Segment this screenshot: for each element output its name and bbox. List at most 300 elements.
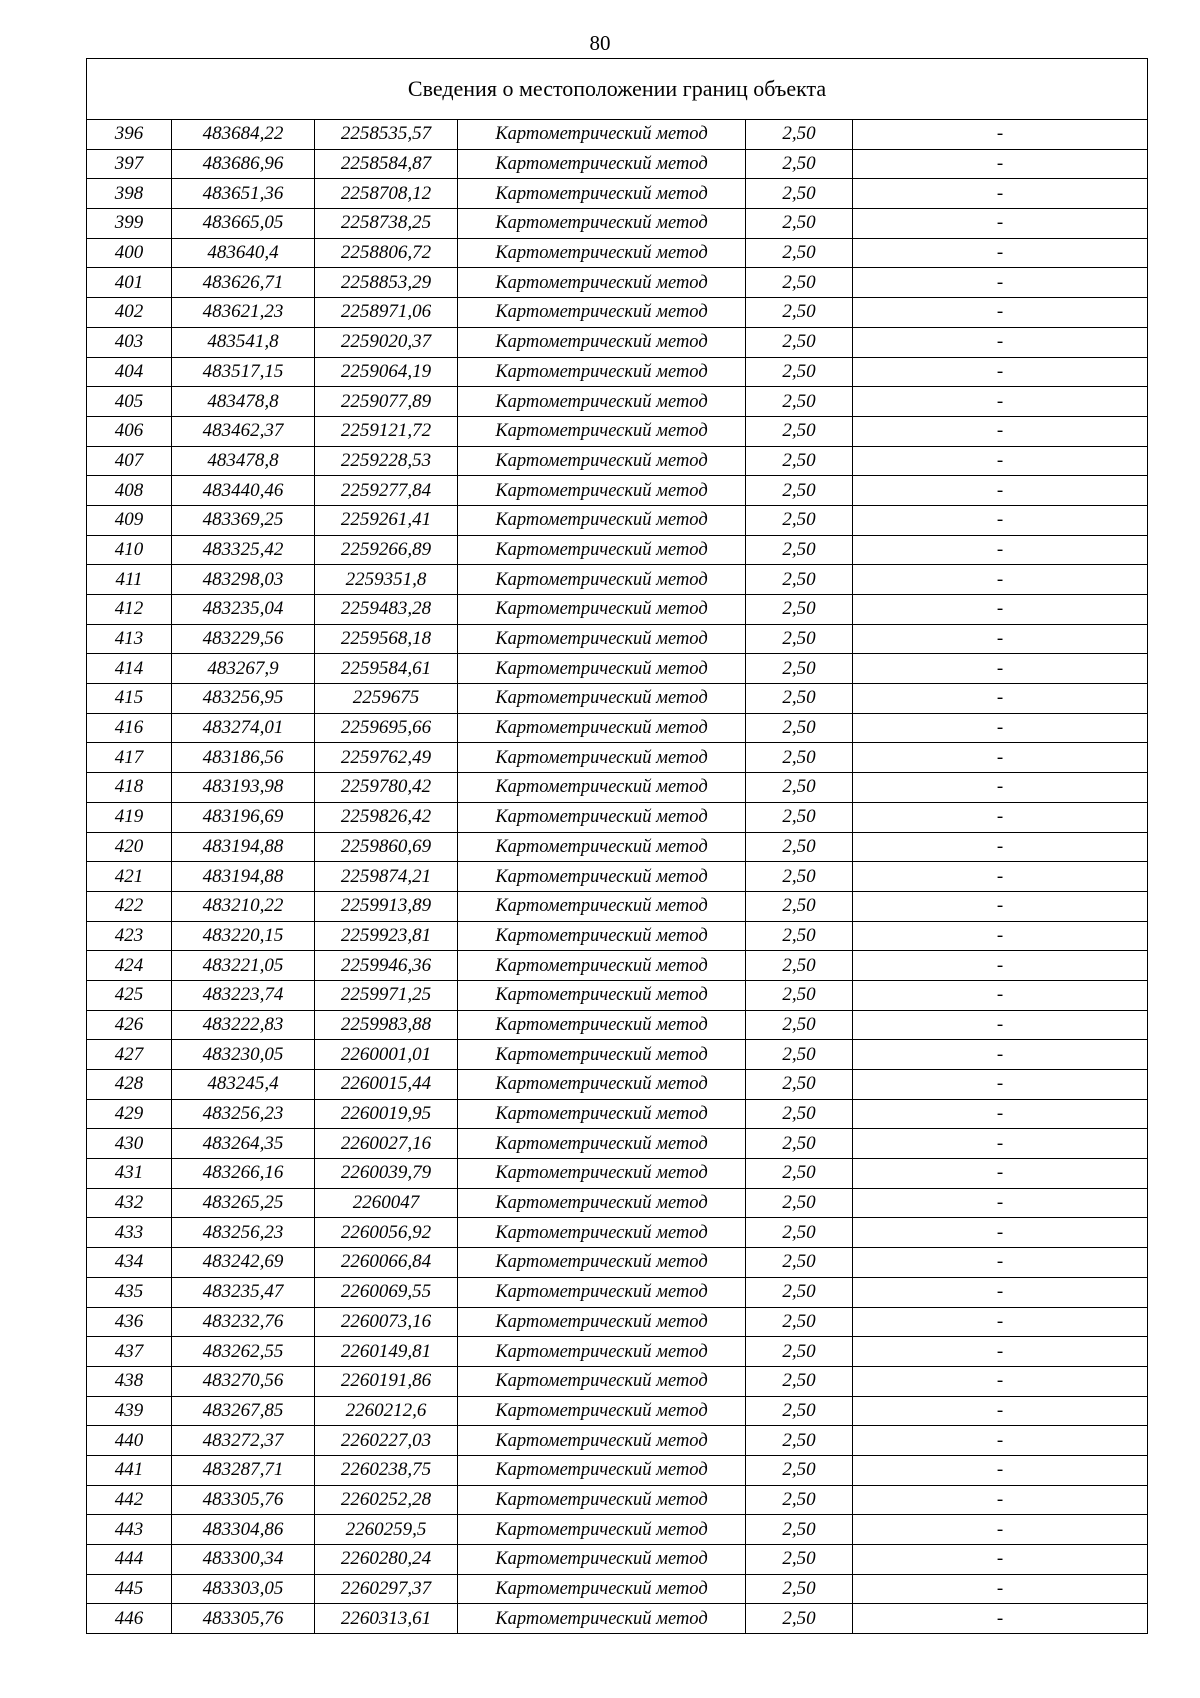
page-number: 80 [589, 31, 611, 55]
x-coordinate-cell: 483235,47 [172, 1277, 315, 1307]
y-coordinate-cell: 2260069,55 [315, 1277, 458, 1307]
point-number-cell: 428 [87, 1070, 172, 1100]
accuracy-cell: 2,50 [746, 743, 853, 773]
method-cell: Картометрический метод [458, 1455, 746, 1485]
description-cell: - [853, 832, 1148, 862]
table-row [87, 1188, 1148, 1218]
table-row [87, 416, 1148, 446]
y-coordinate-cell: 2258584,87 [315, 149, 458, 179]
accuracy-cell: 2,50 [746, 505, 853, 535]
method-cell: Картометрический метод [458, 684, 746, 714]
accuracy-cell: 2,50 [746, 1277, 853, 1307]
method-cell: Картометрический метод [458, 1515, 746, 1545]
accuracy-cell: 2,50 [746, 921, 853, 951]
point-number-cell: 400 [87, 238, 172, 268]
point-number-cell: 422 [87, 891, 172, 921]
x-coordinate-cell: 483266,16 [172, 1159, 315, 1189]
y-coordinate-cell: 2260019,95 [315, 1099, 458, 1129]
table-row [87, 1426, 1148, 1456]
x-coordinate-cell: 483223,74 [172, 980, 315, 1010]
accuracy-cell: 2,50 [746, 1248, 853, 1278]
method-cell: Картометрический метод [458, 1248, 746, 1278]
x-coordinate-cell: 483621,23 [172, 298, 315, 328]
description-cell: - [853, 1455, 1148, 1485]
table-row [87, 149, 1148, 179]
method-cell: Картометрический метод [458, 1159, 746, 1189]
y-coordinate-cell: 2259971,25 [315, 980, 458, 1010]
table-row [87, 565, 1148, 595]
point-number-cell: 429 [87, 1099, 172, 1129]
x-coordinate-cell: 483194,88 [172, 832, 315, 862]
method-cell: Картометрический метод [458, 1070, 746, 1100]
description-cell: - [853, 802, 1148, 832]
x-coordinate-cell: 483305,76 [172, 1485, 315, 1515]
description-cell: - [853, 149, 1148, 179]
table-row [87, 595, 1148, 625]
boundary-coordinates-table [86, 58, 1148, 1634]
accuracy-cell: 2,50 [746, 1604, 853, 1634]
description-cell: - [853, 1248, 1148, 1278]
point-number-cell: 431 [87, 1159, 172, 1189]
description-cell: - [853, 535, 1148, 565]
accuracy-cell: 2,50 [746, 1010, 853, 1040]
x-coordinate-cell: 483220,15 [172, 921, 315, 951]
method-cell: Картометрический метод [458, 1574, 746, 1604]
accuracy-cell: 2,50 [746, 713, 853, 743]
y-coordinate-cell: 2259277,84 [315, 476, 458, 506]
y-coordinate-cell: 2260313,61 [315, 1604, 458, 1634]
point-number-cell: 437 [87, 1337, 172, 1367]
description-cell: - [853, 743, 1148, 773]
accuracy-cell: 2,50 [746, 565, 853, 595]
method-cell: Картометрический метод [458, 565, 746, 595]
method-cell: Картометрический метод [458, 713, 746, 743]
method-cell: Картометрический метод [458, 327, 746, 357]
description-cell: - [853, 1070, 1148, 1100]
y-coordinate-cell: 2260149,81 [315, 1337, 458, 1367]
method-cell: Картометрический метод [458, 535, 746, 565]
accuracy-cell: 2,50 [746, 1574, 853, 1604]
point-number-cell: 432 [87, 1188, 172, 1218]
point-number-cell: 415 [87, 684, 172, 714]
y-coordinate-cell: 2258708,12 [315, 179, 458, 209]
method-cell: Картометрический метод [458, 980, 746, 1010]
point-number-cell: 443 [87, 1515, 172, 1545]
table-row [87, 1277, 1148, 1307]
point-number-cell: 411 [87, 565, 172, 595]
accuracy-cell: 2,50 [746, 209, 853, 239]
y-coordinate-cell: 2258971,06 [315, 298, 458, 328]
description-cell: - [853, 1099, 1148, 1129]
y-coordinate-cell: 2259675 [315, 684, 458, 714]
x-coordinate-cell: 483196,69 [172, 802, 315, 832]
y-coordinate-cell: 2259860,69 [315, 832, 458, 862]
accuracy-cell: 2,50 [746, 832, 853, 862]
point-number-cell: 442 [87, 1485, 172, 1515]
y-coordinate-cell: 2260027,16 [315, 1129, 458, 1159]
accuracy-cell: 2,50 [746, 1307, 853, 1337]
y-coordinate-cell: 2258738,25 [315, 209, 458, 239]
description-cell: - [853, 387, 1148, 417]
description-cell: - [853, 1426, 1148, 1456]
description-cell: - [853, 446, 1148, 476]
description-cell: - [853, 298, 1148, 328]
point-number-cell: 420 [87, 832, 172, 862]
y-coordinate-cell: 2259913,89 [315, 891, 458, 921]
method-cell: Картометрический метод [458, 179, 746, 209]
description-cell: - [853, 120, 1148, 150]
description-cell: - [853, 624, 1148, 654]
method-cell: Картометрический метод [458, 268, 746, 298]
y-coordinate-cell: 2258806,72 [315, 238, 458, 268]
y-coordinate-cell: 2260297,37 [315, 1574, 458, 1604]
point-number-cell: 436 [87, 1307, 172, 1337]
method-cell: Картометрический метод [458, 1099, 746, 1129]
description-cell: - [853, 357, 1148, 387]
x-coordinate-cell: 483640,4 [172, 238, 315, 268]
accuracy-cell: 2,50 [746, 416, 853, 446]
description-cell: - [853, 1396, 1148, 1426]
x-coordinate-cell: 483541,8 [172, 327, 315, 357]
point-number-cell: 406 [87, 416, 172, 446]
method-cell: Картометрический метод [458, 505, 746, 535]
point-number-cell: 418 [87, 773, 172, 803]
table-row [87, 1485, 1148, 1515]
method-cell: Картометрический метод [458, 1010, 746, 1040]
method-cell: Картометрический метод [458, 743, 746, 773]
table-row [87, 773, 1148, 803]
method-cell: Картометрический метод [458, 149, 746, 179]
x-coordinate-cell: 483245,4 [172, 1070, 315, 1100]
y-coordinate-cell: 2259923,81 [315, 921, 458, 951]
accuracy-cell: 2,50 [746, 684, 853, 714]
method-cell: Картометрический метод [458, 1366, 746, 1396]
table-row [87, 654, 1148, 684]
description-cell: - [853, 654, 1148, 684]
point-number-cell: 412 [87, 595, 172, 625]
point-number-cell: 423 [87, 921, 172, 951]
table-row [87, 179, 1148, 209]
method-cell: Картометрический метод [458, 357, 746, 387]
table-row [87, 1337, 1148, 1367]
table-row [87, 980, 1148, 1010]
table-row [87, 268, 1148, 298]
table-row [87, 1248, 1148, 1278]
accuracy-cell: 2,50 [746, 624, 853, 654]
table-row [87, 832, 1148, 862]
point-number-cell: 403 [87, 327, 172, 357]
method-cell: Картометрический метод [458, 1426, 746, 1456]
description-cell: - [853, 1218, 1148, 1248]
description-cell: - [853, 713, 1148, 743]
point-number-cell: 401 [87, 268, 172, 298]
description-cell: - [853, 891, 1148, 921]
point-number-cell: 407 [87, 446, 172, 476]
accuracy-cell: 2,50 [746, 476, 853, 506]
table-row [87, 120, 1148, 150]
table-row [87, 209, 1148, 239]
x-coordinate-cell: 483369,25 [172, 505, 315, 535]
x-coordinate-cell: 483267,9 [172, 654, 315, 684]
description-cell: - [853, 179, 1148, 209]
accuracy-cell: 2,50 [746, 773, 853, 803]
x-coordinate-cell: 483304,86 [172, 1515, 315, 1545]
y-coordinate-cell: 2259983,88 [315, 1010, 458, 1040]
y-coordinate-cell: 2259568,18 [315, 624, 458, 654]
method-cell: Картометрический метод [458, 1485, 746, 1515]
x-coordinate-cell: 483194,88 [172, 862, 315, 892]
table-row [87, 387, 1148, 417]
table-row [87, 238, 1148, 268]
y-coordinate-cell: 2260047 [315, 1188, 458, 1218]
point-number-cell: 402 [87, 298, 172, 328]
table-row [87, 1455, 1148, 1485]
table-row [87, 1366, 1148, 1396]
description-cell: - [853, 1129, 1148, 1159]
x-coordinate-cell: 483626,71 [172, 268, 315, 298]
method-cell: Картометрический метод [458, 624, 746, 654]
y-coordinate-cell: 2259946,36 [315, 951, 458, 981]
method-cell: Картометрический метод [458, 120, 746, 150]
description-cell: - [853, 476, 1148, 506]
accuracy-cell: 2,50 [746, 1426, 853, 1456]
x-coordinate-cell: 483264,35 [172, 1129, 315, 1159]
description-cell: - [853, 1545, 1148, 1575]
x-coordinate-cell: 483300,34 [172, 1545, 315, 1575]
description-cell: - [853, 268, 1148, 298]
accuracy-cell: 2,50 [746, 1337, 853, 1367]
method-cell: Картометрический метод [458, 476, 746, 506]
description-cell: - [853, 595, 1148, 625]
accuracy-cell: 2,50 [746, 1070, 853, 1100]
accuracy-cell: 2,50 [746, 238, 853, 268]
accuracy-cell: 2,50 [746, 327, 853, 357]
method-cell: Картометрический метод [458, 773, 746, 803]
point-number-cell: 409 [87, 505, 172, 535]
accuracy-cell: 2,50 [746, 980, 853, 1010]
x-coordinate-cell: 483440,46 [172, 476, 315, 506]
x-coordinate-cell: 483303,05 [172, 1574, 315, 1604]
method-cell: Картометрический метод [458, 387, 746, 417]
point-number-cell: 413 [87, 624, 172, 654]
table-row [87, 535, 1148, 565]
method-cell: Картометрический метод [458, 1604, 746, 1634]
accuracy-cell: 2,50 [746, 1366, 853, 1396]
point-number-cell: 396 [87, 120, 172, 150]
description-cell: - [853, 773, 1148, 803]
method-cell: Картометрический метод [458, 1307, 746, 1337]
method-cell: Картометрический метод [458, 654, 746, 684]
table-row [87, 802, 1148, 832]
x-coordinate-cell: 483222,83 [172, 1010, 315, 1040]
method-cell: Картометрический метод [458, 446, 746, 476]
x-coordinate-cell: 483242,69 [172, 1248, 315, 1278]
point-number-cell: 417 [87, 743, 172, 773]
accuracy-cell: 2,50 [746, 268, 853, 298]
table-row [87, 624, 1148, 654]
y-coordinate-cell: 2259874,21 [315, 862, 458, 892]
method-cell: Картометрический метод [458, 951, 746, 981]
accuracy-cell: 2,50 [746, 595, 853, 625]
point-number-cell: 426 [87, 1010, 172, 1040]
y-coordinate-cell: 2259121,72 [315, 416, 458, 446]
method-cell: Картометрический метод [458, 1188, 746, 1218]
table-row [87, 1307, 1148, 1337]
x-coordinate-cell: 483210,22 [172, 891, 315, 921]
accuracy-cell: 2,50 [746, 535, 853, 565]
x-coordinate-cell: 483229,56 [172, 624, 315, 654]
method-cell: Картометрический метод [458, 832, 746, 862]
accuracy-cell: 2,50 [746, 1485, 853, 1515]
x-coordinate-cell: 483186,56 [172, 743, 315, 773]
table-title-row [87, 59, 1148, 120]
point-number-cell: 397 [87, 149, 172, 179]
description-cell: - [853, 209, 1148, 239]
table-row [87, 446, 1148, 476]
table-row [87, 1129, 1148, 1159]
accuracy-cell: 2,50 [746, 891, 853, 921]
point-number-cell: 446 [87, 1604, 172, 1634]
accuracy-cell: 2,50 [746, 179, 853, 209]
point-number-cell: 438 [87, 1366, 172, 1396]
accuracy-cell: 2,50 [746, 357, 853, 387]
point-number-cell: 430 [87, 1129, 172, 1159]
description-cell: - [853, 1604, 1148, 1634]
description-cell: - [853, 1159, 1148, 1189]
point-number-cell: 441 [87, 1455, 172, 1485]
method-cell: Картометрический метод [458, 1040, 746, 1070]
x-coordinate-cell: 483256,23 [172, 1218, 315, 1248]
point-number-cell: 440 [87, 1426, 172, 1456]
point-number-cell: 434 [87, 1248, 172, 1278]
y-coordinate-cell: 2260238,75 [315, 1455, 458, 1485]
accuracy-cell: 2,50 [746, 1099, 853, 1129]
point-number-cell: 408 [87, 476, 172, 506]
description-cell: - [853, 1040, 1148, 1070]
table-row [87, 1396, 1148, 1426]
point-number-cell: 427 [87, 1040, 172, 1070]
table-row [87, 1574, 1148, 1604]
table-row [87, 1010, 1148, 1040]
table-body [87, 120, 1148, 1634]
y-coordinate-cell: 2258535,57 [315, 120, 458, 150]
y-coordinate-cell: 2259584,61 [315, 654, 458, 684]
table-row [87, 505, 1148, 535]
table-row [87, 357, 1148, 387]
table-row [87, 1604, 1148, 1634]
method-cell: Картометрический метод [458, 416, 746, 446]
accuracy-cell: 2,50 [746, 1545, 853, 1575]
accuracy-cell: 2,50 [746, 149, 853, 179]
y-coordinate-cell: 2260001,01 [315, 1040, 458, 1070]
table-row [87, 1545, 1148, 1575]
x-coordinate-cell: 483235,04 [172, 595, 315, 625]
x-coordinate-cell: 483325,42 [172, 535, 315, 565]
y-coordinate-cell: 2259020,37 [315, 327, 458, 357]
accuracy-cell: 2,50 [746, 298, 853, 328]
x-coordinate-cell: 483478,8 [172, 387, 315, 417]
accuracy-cell: 2,50 [746, 951, 853, 981]
x-coordinate-cell: 483193,98 [172, 773, 315, 803]
accuracy-cell: 2,50 [746, 1396, 853, 1426]
accuracy-cell: 2,50 [746, 862, 853, 892]
y-coordinate-cell: 2259826,42 [315, 802, 458, 832]
x-coordinate-cell: 483462,37 [172, 416, 315, 446]
point-number-cell: 416 [87, 713, 172, 743]
x-coordinate-cell: 483478,8 [172, 446, 315, 476]
table-row [87, 713, 1148, 743]
description-cell: - [853, 951, 1148, 981]
x-coordinate-cell: 483262,55 [172, 1337, 315, 1367]
table-row [87, 298, 1148, 328]
point-number-cell: 404 [87, 357, 172, 387]
method-cell: Картометрический метод [458, 1337, 746, 1367]
method-cell: Картометрический метод [458, 921, 746, 951]
table-row [87, 476, 1148, 506]
table-row [87, 921, 1148, 951]
x-coordinate-cell: 483298,03 [172, 565, 315, 595]
method-cell: Картометрический метод [458, 209, 746, 239]
accuracy-cell: 2,50 [746, 1188, 853, 1218]
point-number-cell: 398 [87, 179, 172, 209]
description-cell: - [853, 505, 1148, 535]
method-cell: Картометрический метод [458, 595, 746, 625]
y-coordinate-cell: 2260066,84 [315, 1248, 458, 1278]
y-coordinate-cell: 2260039,79 [315, 1159, 458, 1189]
y-coordinate-cell: 2259483,28 [315, 595, 458, 625]
description-cell: - [853, 416, 1148, 446]
method-cell: Картометрический метод [458, 1218, 746, 1248]
x-coordinate-cell: 483287,71 [172, 1455, 315, 1485]
x-coordinate-cell: 483517,15 [172, 357, 315, 387]
accuracy-cell: 2,50 [746, 802, 853, 832]
x-coordinate-cell: 483256,95 [172, 684, 315, 714]
y-coordinate-cell: 2259077,89 [315, 387, 458, 417]
y-coordinate-cell: 2258853,29 [315, 268, 458, 298]
description-cell: - [853, 1010, 1148, 1040]
method-cell: Картометрический метод [458, 1129, 746, 1159]
y-coordinate-cell: 2260227,03 [315, 1426, 458, 1456]
accuracy-cell: 2,50 [746, 120, 853, 150]
description-cell: - [853, 1277, 1148, 1307]
x-coordinate-cell: 483684,22 [172, 120, 315, 150]
accuracy-cell: 2,50 [746, 1159, 853, 1189]
description-cell: - [853, 1574, 1148, 1604]
x-coordinate-cell: 483270,56 [172, 1366, 315, 1396]
accuracy-cell: 2,50 [746, 1515, 853, 1545]
description-cell: - [853, 980, 1148, 1010]
y-coordinate-cell: 2259695,66 [315, 713, 458, 743]
x-coordinate-cell: 483265,25 [172, 1188, 315, 1218]
description-cell: - [853, 921, 1148, 951]
y-coordinate-cell: 2260056,92 [315, 1218, 458, 1248]
y-coordinate-cell: 2259780,42 [315, 773, 458, 803]
table-row [87, 684, 1148, 714]
point-number-cell: 425 [87, 980, 172, 1010]
method-cell: Картометрический метод [458, 891, 746, 921]
y-coordinate-cell: 2260191,86 [315, 1366, 458, 1396]
point-number-cell: 399 [87, 209, 172, 239]
description-cell: - [853, 1307, 1148, 1337]
y-coordinate-cell: 2259266,89 [315, 535, 458, 565]
y-coordinate-cell: 2260212,6 [315, 1396, 458, 1426]
accuracy-cell: 2,50 [746, 1129, 853, 1159]
table-row [87, 862, 1148, 892]
method-cell: Картометрический метод [458, 1545, 746, 1575]
description-cell: - [853, 1337, 1148, 1367]
method-cell: Картометрический метод [458, 802, 746, 832]
x-coordinate-cell: 483274,01 [172, 713, 315, 743]
